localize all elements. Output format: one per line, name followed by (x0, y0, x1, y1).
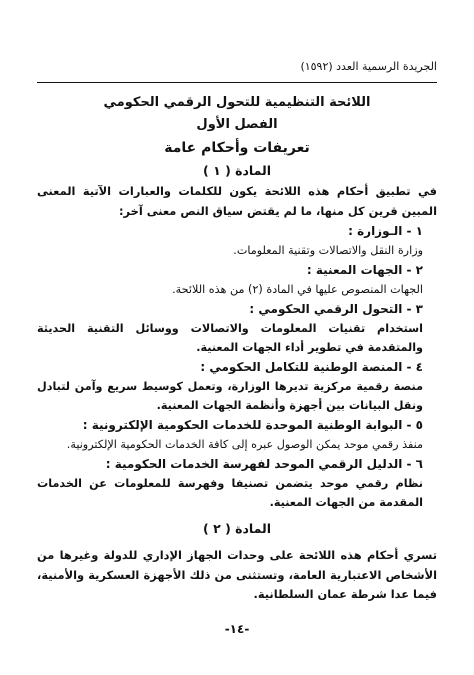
definition-term: ٣ - التحول الرقمي الحكومي : (249, 302, 423, 316)
chapter-heading: الفصل الأول (196, 117, 278, 132)
definition-term: ٤ - المنصة الوطنية للتكامل الحكومي : (200, 360, 423, 374)
article-2-heading: المادة ( ٢ ) (203, 521, 271, 536)
definition-term: ١ - الـوزارة : (348, 224, 423, 238)
chapter-subtitle: تعريفات وأحكام عامة (164, 140, 310, 156)
definition-text: الجهات المنصوص عليها في المادة (٢) من هذه اللائحة. (172, 283, 423, 296)
definition-item (37, 221, 437, 260)
article-1-intro: في تطبيق أحكام هذه اللائحة يكون للكلمات والعبارات الآتية المعنى المبين قرين كل منها، ما لم يقتض سياق النص معنى آخر: (37, 184, 437, 218)
article-2-text: تسري أحكام هذه اللائحة على وحدات الجهاز الإداري للدولة وغيرها من الأشخاص الاعتبارية العامة، وتستثنى من ذلك الأجهزة العسكرية والأمنية، فيما عدا شرطة عمان السلطانية. (37, 548, 437, 601)
definition-text: نظام رقمي موحد يتضمن تصنيفا وفهرسة للمعلومات عن الخدمات المقدمة من الجهات المعنية. (37, 477, 423, 509)
document-content (37, 92, 437, 605)
definition-item (37, 415, 437, 454)
definition-item (37, 260, 437, 299)
definition-text: وزارة النقل والاتصالات وتقنية المعلومات. (233, 244, 423, 257)
gazette-header: الجريدة الرسمية العدد (١٥٩٢) (300, 60, 437, 73)
definition-term: ٢ - الجهات المعنية : (306, 263, 423, 277)
definition-term: ٥ - البوابة الوطنية الموحدة للخدمات الحكومية الإلكترونية : (82, 418, 423, 432)
definition-item (37, 357, 437, 415)
definition-text: منصة رقمية مركزية تديرها الوزارة، وتعمل كوسيط سريع وآمن لتبادل ونقل البيانات بين أجهزة وأنظمة الجهات المعنية. (37, 380, 423, 412)
definition-text: منفذ رقمي موحد يمكن الوصول عبره إلى كافة الخدمات الحكومية الإلكترونية. (66, 438, 423, 451)
definition-item (37, 299, 437, 357)
page-number: -١٤- (224, 622, 250, 636)
definition-item (37, 454, 437, 512)
header-divider (37, 82, 437, 83)
definitions-list (37, 221, 437, 512)
definition-term: ٦ - الدليل الرقمي الموحد لفهرسة الخدمات الحكومية : (105, 457, 423, 471)
regulation-title: اللائحة التنظيمية للتحول الرقمي الحكومي (103, 95, 371, 110)
definition-text: استخدام تقنيات المعلومات والاتصالات ووسائل التقنية الحديثة والمتقدمة في تطوير أداء الجهات المعنية. (37, 322, 423, 354)
article-1-heading: المادة ( ١ ) (203, 163, 271, 178)
